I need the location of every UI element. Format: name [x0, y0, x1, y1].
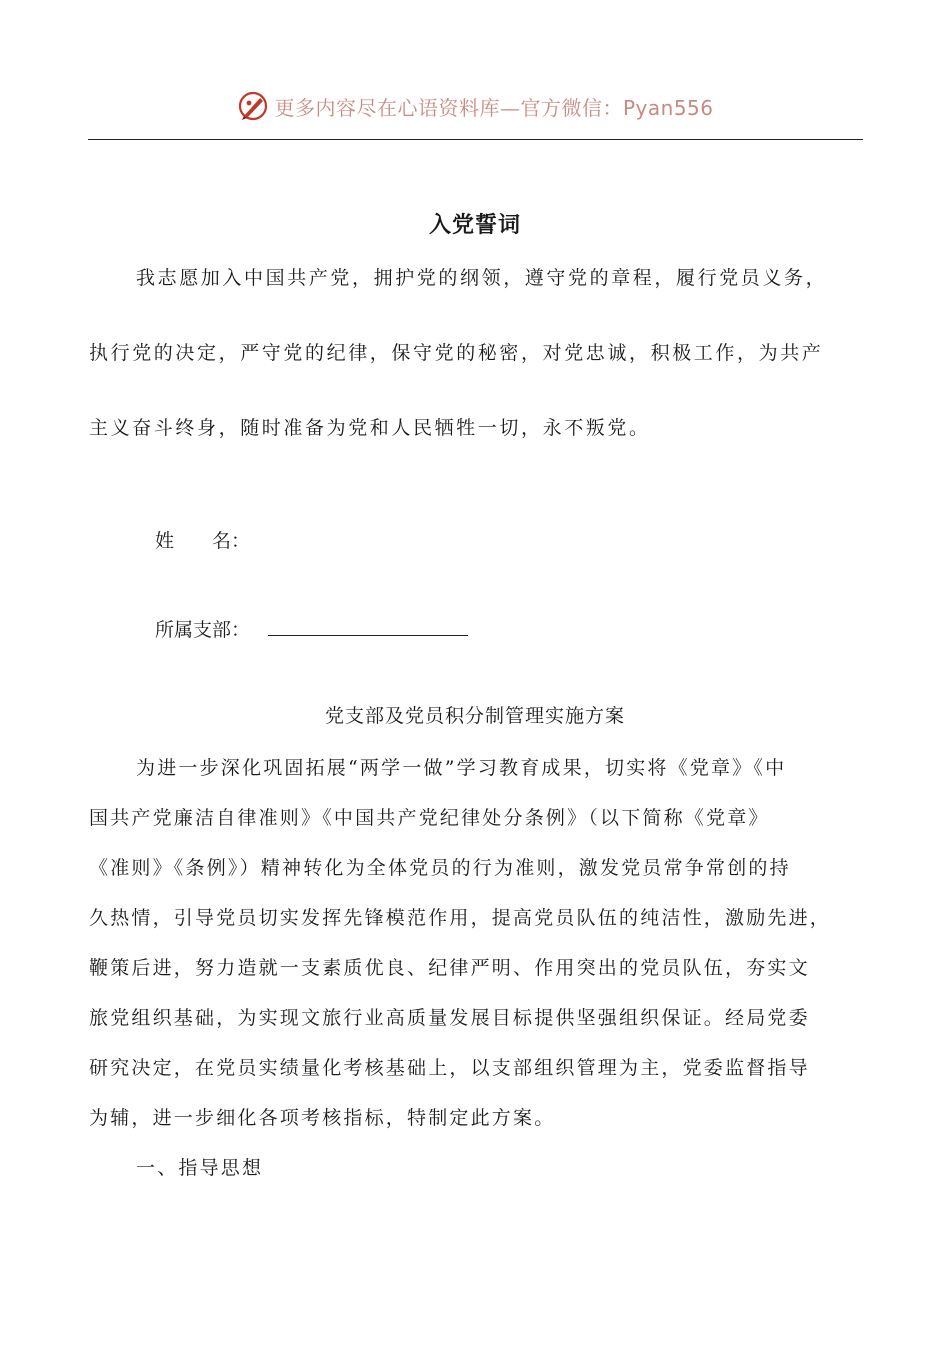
- header-text: [274, 92, 713, 121]
- oath-line: 执行党的决定，严守党的纪律，保守党的秘密，对党忠诚，积极工作，为共产: [89, 342, 824, 364]
- page-header: [0, 84, 950, 128]
- section-heading: 一、指导思想: [136, 1157, 264, 1179]
- plan-paragraph-line: 鞭策后进，努力造就一支素质优良、纪律严明、作用突出的党员队伍，夯实文: [89, 957, 810, 979]
- name-field-label: 姓 名：: [155, 530, 251, 552]
- plan-paragraph-line: 为进一步深化巩固拓展“两学一做”学习教育成果，切实将《党章》《中: [136, 757, 787, 779]
- plan-title: 党支部及党员积分制管理实施方案: [324, 705, 625, 727]
- plan-paragraph-line: 国共产党廉洁自律准则》《中国共产党纪律处分条例》（以下简称《党章》: [89, 807, 770, 829]
- page-title: 入党誓词: [428, 213, 521, 238]
- plan-paragraph-line: 研究决定，在党员实绩量化考核基础上，以支部组织管理为主，党委监督指导: [89, 1057, 810, 1079]
- header-handle: Pyan556: [622, 95, 714, 120]
- plan-paragraph-line: 《准则》《条例》）精神转化为全体党员的行为准则，激发党员常争常创的持: [89, 857, 791, 879]
- plan-paragraph-line: 为辅，进一步细化各项考核指标，特制定此方案。: [89, 1107, 556, 1129]
- plan-paragraph-line: 旅党组织基础，为实现文旅行业高质量发展目标提供坚强组织保证。经局党委: [89, 1007, 810, 1029]
- oath-line: 我志愿加入中国共产党，拥护党的纲领，遵守党的章程，履行党员义务，: [136, 267, 828, 289]
- header-label: 更多内容尽在心语资料库—官方微信：: [274, 95, 623, 120]
- branch-field-underline: [268, 635, 468, 636]
- header-divider: [88, 139, 863, 140]
- oath-line: 主义奋斗终身，随时准备为党和人民牺牲一切，永不叛党。: [89, 417, 651, 439]
- plan-paragraph-line: 久热情，引导党员切实发挥先锋模范作用，提高党员队伍的纯洁性，激励先进，: [89, 907, 832, 929]
- branch-field-label: 所属支部：: [155, 619, 251, 641]
- pen-logo-icon: [236, 89, 270, 123]
